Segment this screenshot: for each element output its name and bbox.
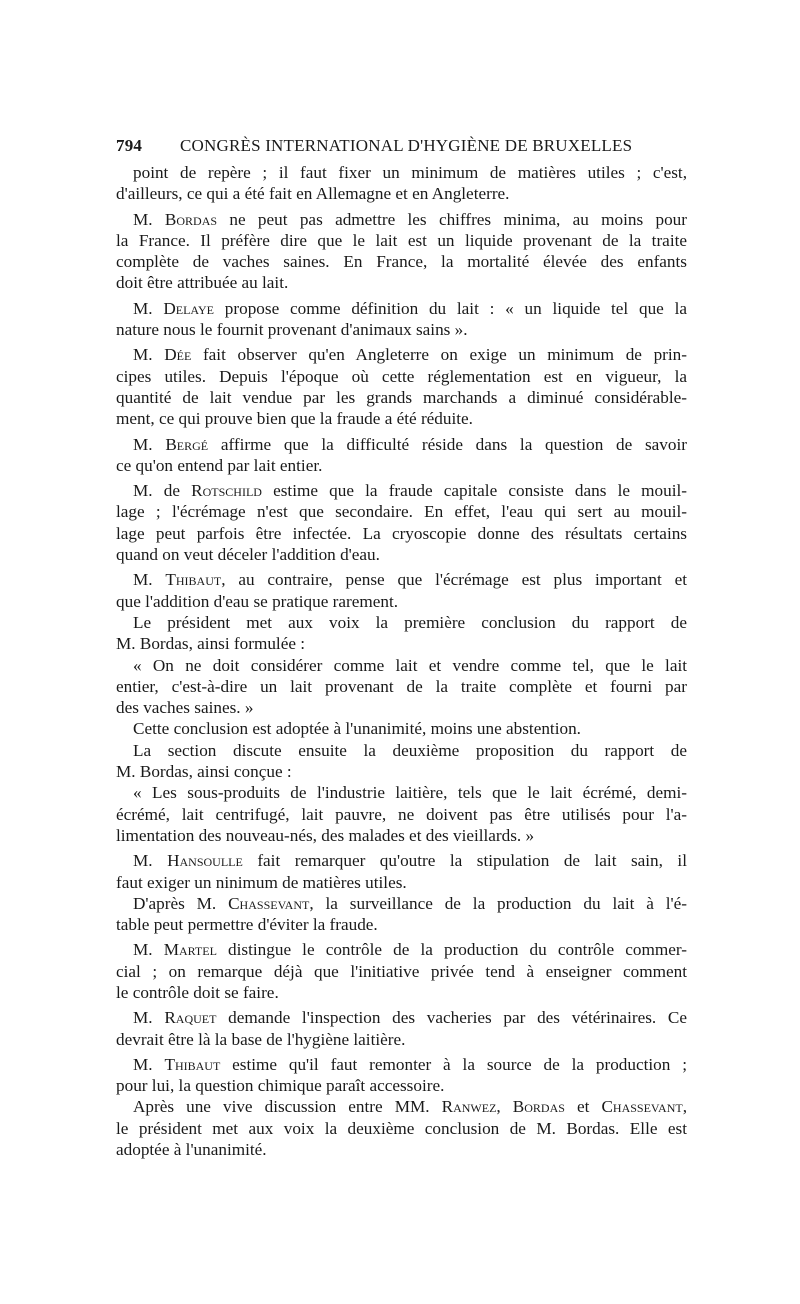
text-run: estime que la fraude capitale consiste dans le mouil- bbox=[261, 481, 687, 501]
text-run: doit être attribuée au lait. bbox=[116, 273, 289, 293]
text-run: M. Bordas, ainsi conçue : bbox=[116, 762, 292, 782]
text-line bbox=[116, 344, 687, 365]
text-run: D'après M. bbox=[133, 893, 229, 913]
text-line bbox=[116, 982, 687, 1003]
text-run: M. bbox=[133, 209, 165, 229]
speaker-name: Raquet bbox=[164, 1008, 217, 1028]
text-run: lage ; l'écrémage n'est que secondaire. En effet, l'eau qui sert au mouil- bbox=[116, 502, 687, 522]
text-run: M. bbox=[133, 1008, 165, 1028]
text-run: « On ne doit considérer comme lait et vendre comme tel, que le lait bbox=[133, 655, 687, 675]
text-run: nature nous le fournit provenant d'animaux sains ». bbox=[116, 320, 468, 340]
text-line bbox=[116, 455, 687, 476]
speaker-name: Hansoulle bbox=[167, 851, 243, 871]
text-run: le président met aux voix la deuxième conclusion de M. Bordas. Elle est bbox=[116, 1118, 687, 1138]
text-line bbox=[116, 183, 687, 204]
speaker-name: Thibaut bbox=[164, 1054, 221, 1074]
text-line bbox=[116, 272, 687, 293]
text-run: point de repère ; il faut fixer un minimum de matières utiles ; c'est, bbox=[133, 163, 687, 182]
text-line bbox=[116, 366, 687, 387]
text-line bbox=[116, 230, 687, 251]
speaker-name: Bordas bbox=[512, 1097, 565, 1117]
text-line bbox=[116, 914, 687, 935]
text-line bbox=[116, 591, 687, 612]
text-run: affirme que la difficulté réside dans la question de savoir bbox=[208, 434, 687, 454]
text-line bbox=[116, 872, 687, 893]
speaker-name: Bergé bbox=[165, 434, 209, 454]
text-run: M. bbox=[133, 851, 168, 871]
speaker-name: Delaye bbox=[163, 298, 214, 318]
text-run: fait observer qu'en Angleterre on exige un minimum de prin- bbox=[191, 345, 687, 365]
text-line bbox=[116, 850, 687, 871]
book-page bbox=[116, 136, 687, 1160]
text-run: M. bbox=[133, 298, 164, 318]
text-run: M. bbox=[133, 940, 164, 960]
text-run: le contrôle doit se faire. bbox=[116, 982, 279, 1002]
text-line bbox=[116, 1029, 687, 1050]
text-line bbox=[116, 319, 687, 340]
text-line bbox=[116, 209, 687, 230]
text-run: cial ; on remarque déjà que l'initiative privée tend à enseigner comment bbox=[116, 961, 687, 981]
text-line bbox=[116, 1054, 687, 1075]
text-line bbox=[116, 655, 687, 676]
text-run: lage peut parfois être infectée. La cryoscopie donne des résultats certains bbox=[116, 523, 687, 543]
text-line bbox=[116, 544, 687, 565]
text-run: d'ailleurs, ce qui a été fait en Allemagne et en Angleterre. bbox=[116, 184, 510, 204]
text-run: M. Bordas, ainsi formulée : bbox=[116, 634, 306, 654]
text-run: « Les sous-produits de l'industrie laitière, tels que le lait écrémé, demi- bbox=[133, 783, 687, 803]
text-line bbox=[116, 569, 687, 590]
text-line bbox=[116, 676, 687, 697]
text-line bbox=[116, 387, 687, 408]
text-line bbox=[116, 523, 687, 544]
text-run: devrait être là la base de l'hygiène laitière. bbox=[116, 1029, 406, 1049]
text-run: Cette conclusion est adoptée à l'unanimité, moins une abstention. bbox=[133, 719, 581, 739]
text-run: distingue le contrôle de la production du contrôle commer- bbox=[216, 940, 687, 960]
text-line bbox=[116, 501, 687, 522]
text-run: entier, c'est-à-dire un lait provenant de la traite complète et fourni par bbox=[116, 676, 687, 696]
text-run: , la surveillance de la production du lait à l'é- bbox=[309, 893, 687, 913]
text-run: fait remarquer qu'outre la stipulation de lait sain, il bbox=[242, 851, 687, 871]
text-run: ne peut pas admettre les chiffres minima, au moins pour bbox=[217, 209, 687, 229]
text-line bbox=[116, 1007, 687, 1028]
text-run: , bbox=[682, 1097, 687, 1117]
text-run: complète de vaches saines. En France, la mortalité élevée des enfants bbox=[116, 252, 687, 272]
text-run: propose comme définition du lait : « un liquide tel que la bbox=[214, 298, 687, 318]
body-text bbox=[116, 162, 687, 1160]
text-run: Le président met aux voix la première conclusion du rapport de bbox=[133, 612, 687, 632]
text-run: M. bbox=[133, 1054, 165, 1074]
page-number: 794 bbox=[116, 136, 143, 155]
text-line bbox=[116, 1139, 687, 1160]
text-run: M. bbox=[133, 434, 166, 454]
speaker-name: Chassevant bbox=[601, 1097, 683, 1117]
text-run: et bbox=[564, 1097, 602, 1117]
text-run: estime qu'il faut remonter à la source de la production ; bbox=[220, 1054, 687, 1074]
text-line bbox=[116, 162, 687, 183]
text-run: quand on veut déceler l'addition d'eau. bbox=[116, 545, 380, 565]
text-line bbox=[116, 804, 687, 825]
text-run: ment, ce qui prouve bien que la fraude a été réduite. bbox=[116, 409, 473, 429]
text-line bbox=[116, 718, 687, 739]
speaker-name: Thibaut bbox=[165, 570, 222, 590]
text-run: adoptée à l'unanimité. bbox=[116, 1140, 267, 1160]
text-line bbox=[116, 434, 687, 455]
text-line bbox=[116, 740, 687, 761]
text-run: La section discute ensuite la deuxième proposition du rapport de bbox=[133, 740, 687, 760]
speaker-name: Dée bbox=[164, 345, 192, 365]
text-line bbox=[116, 612, 687, 633]
text-run: demande l'inspection des vacheries par des vétérinaires. Ce bbox=[216, 1008, 687, 1028]
speaker-name: Bordas bbox=[164, 209, 218, 229]
text-line bbox=[116, 782, 687, 803]
text-line bbox=[116, 697, 687, 718]
text-run: , bbox=[496, 1097, 513, 1117]
page-header bbox=[116, 136, 687, 160]
text-line bbox=[116, 825, 687, 846]
text-line bbox=[116, 298, 687, 319]
text-line bbox=[116, 893, 687, 914]
text-run: cipes utiles. Depuis l'époque où cette réglementation est en vigueur, la bbox=[116, 366, 687, 386]
text-line bbox=[116, 939, 687, 960]
speaker-name: Chassevant bbox=[228, 893, 310, 913]
speaker-name: Ranwez bbox=[441, 1097, 497, 1117]
text-run: que l'addition d'eau se pratique rarement. bbox=[116, 591, 399, 611]
speaker-name: Martel bbox=[163, 940, 217, 960]
text-run: pour lui, la question chimique paraît accessoire. bbox=[116, 1076, 445, 1096]
text-run: des vaches saines. » bbox=[116, 698, 254, 718]
text-run: M. de bbox=[133, 481, 192, 501]
text-run: faut exiger un ninimum de matières utiles. bbox=[116, 872, 407, 892]
text-run: quantité de lait vendue par les grands marchands a diminué considérable- bbox=[116, 387, 687, 407]
text-run: écrémé, lait centrifugé, lait pauvre, ne doivent pas être utilisés pour l'a- bbox=[116, 804, 687, 824]
text-line bbox=[116, 961, 687, 982]
text-line bbox=[116, 633, 687, 654]
running-title: CONGRÈS INTERNATIONAL D'HYGIÈNE DE BRUXELLES bbox=[180, 136, 633, 155]
text-line bbox=[116, 408, 687, 429]
text-line bbox=[116, 480, 687, 501]
speaker-name: Rotschild bbox=[191, 481, 262, 501]
text-run: table peut permettre d'éviter la fraude. bbox=[116, 915, 378, 935]
text-run: ce qu'on entend par lait entier. bbox=[116, 455, 323, 475]
text-line bbox=[116, 251, 687, 272]
text-run: la France. Il préfère dire que le lait est un liquide provenant de la traite bbox=[116, 230, 687, 250]
text-run: M. bbox=[133, 345, 165, 365]
text-line bbox=[116, 1118, 687, 1139]
text-run: , au contraire, pense que l'écrémage est plus important et bbox=[221, 570, 687, 590]
text-line bbox=[116, 761, 687, 782]
text-line bbox=[116, 1075, 687, 1096]
text-line bbox=[116, 1096, 687, 1117]
text-run: M. bbox=[133, 570, 166, 590]
text-run: Après une vive discussion entre MM. bbox=[133, 1097, 442, 1117]
text-run: limentation des nouveau-nés, des malades et des vieillards. » bbox=[116, 825, 535, 845]
